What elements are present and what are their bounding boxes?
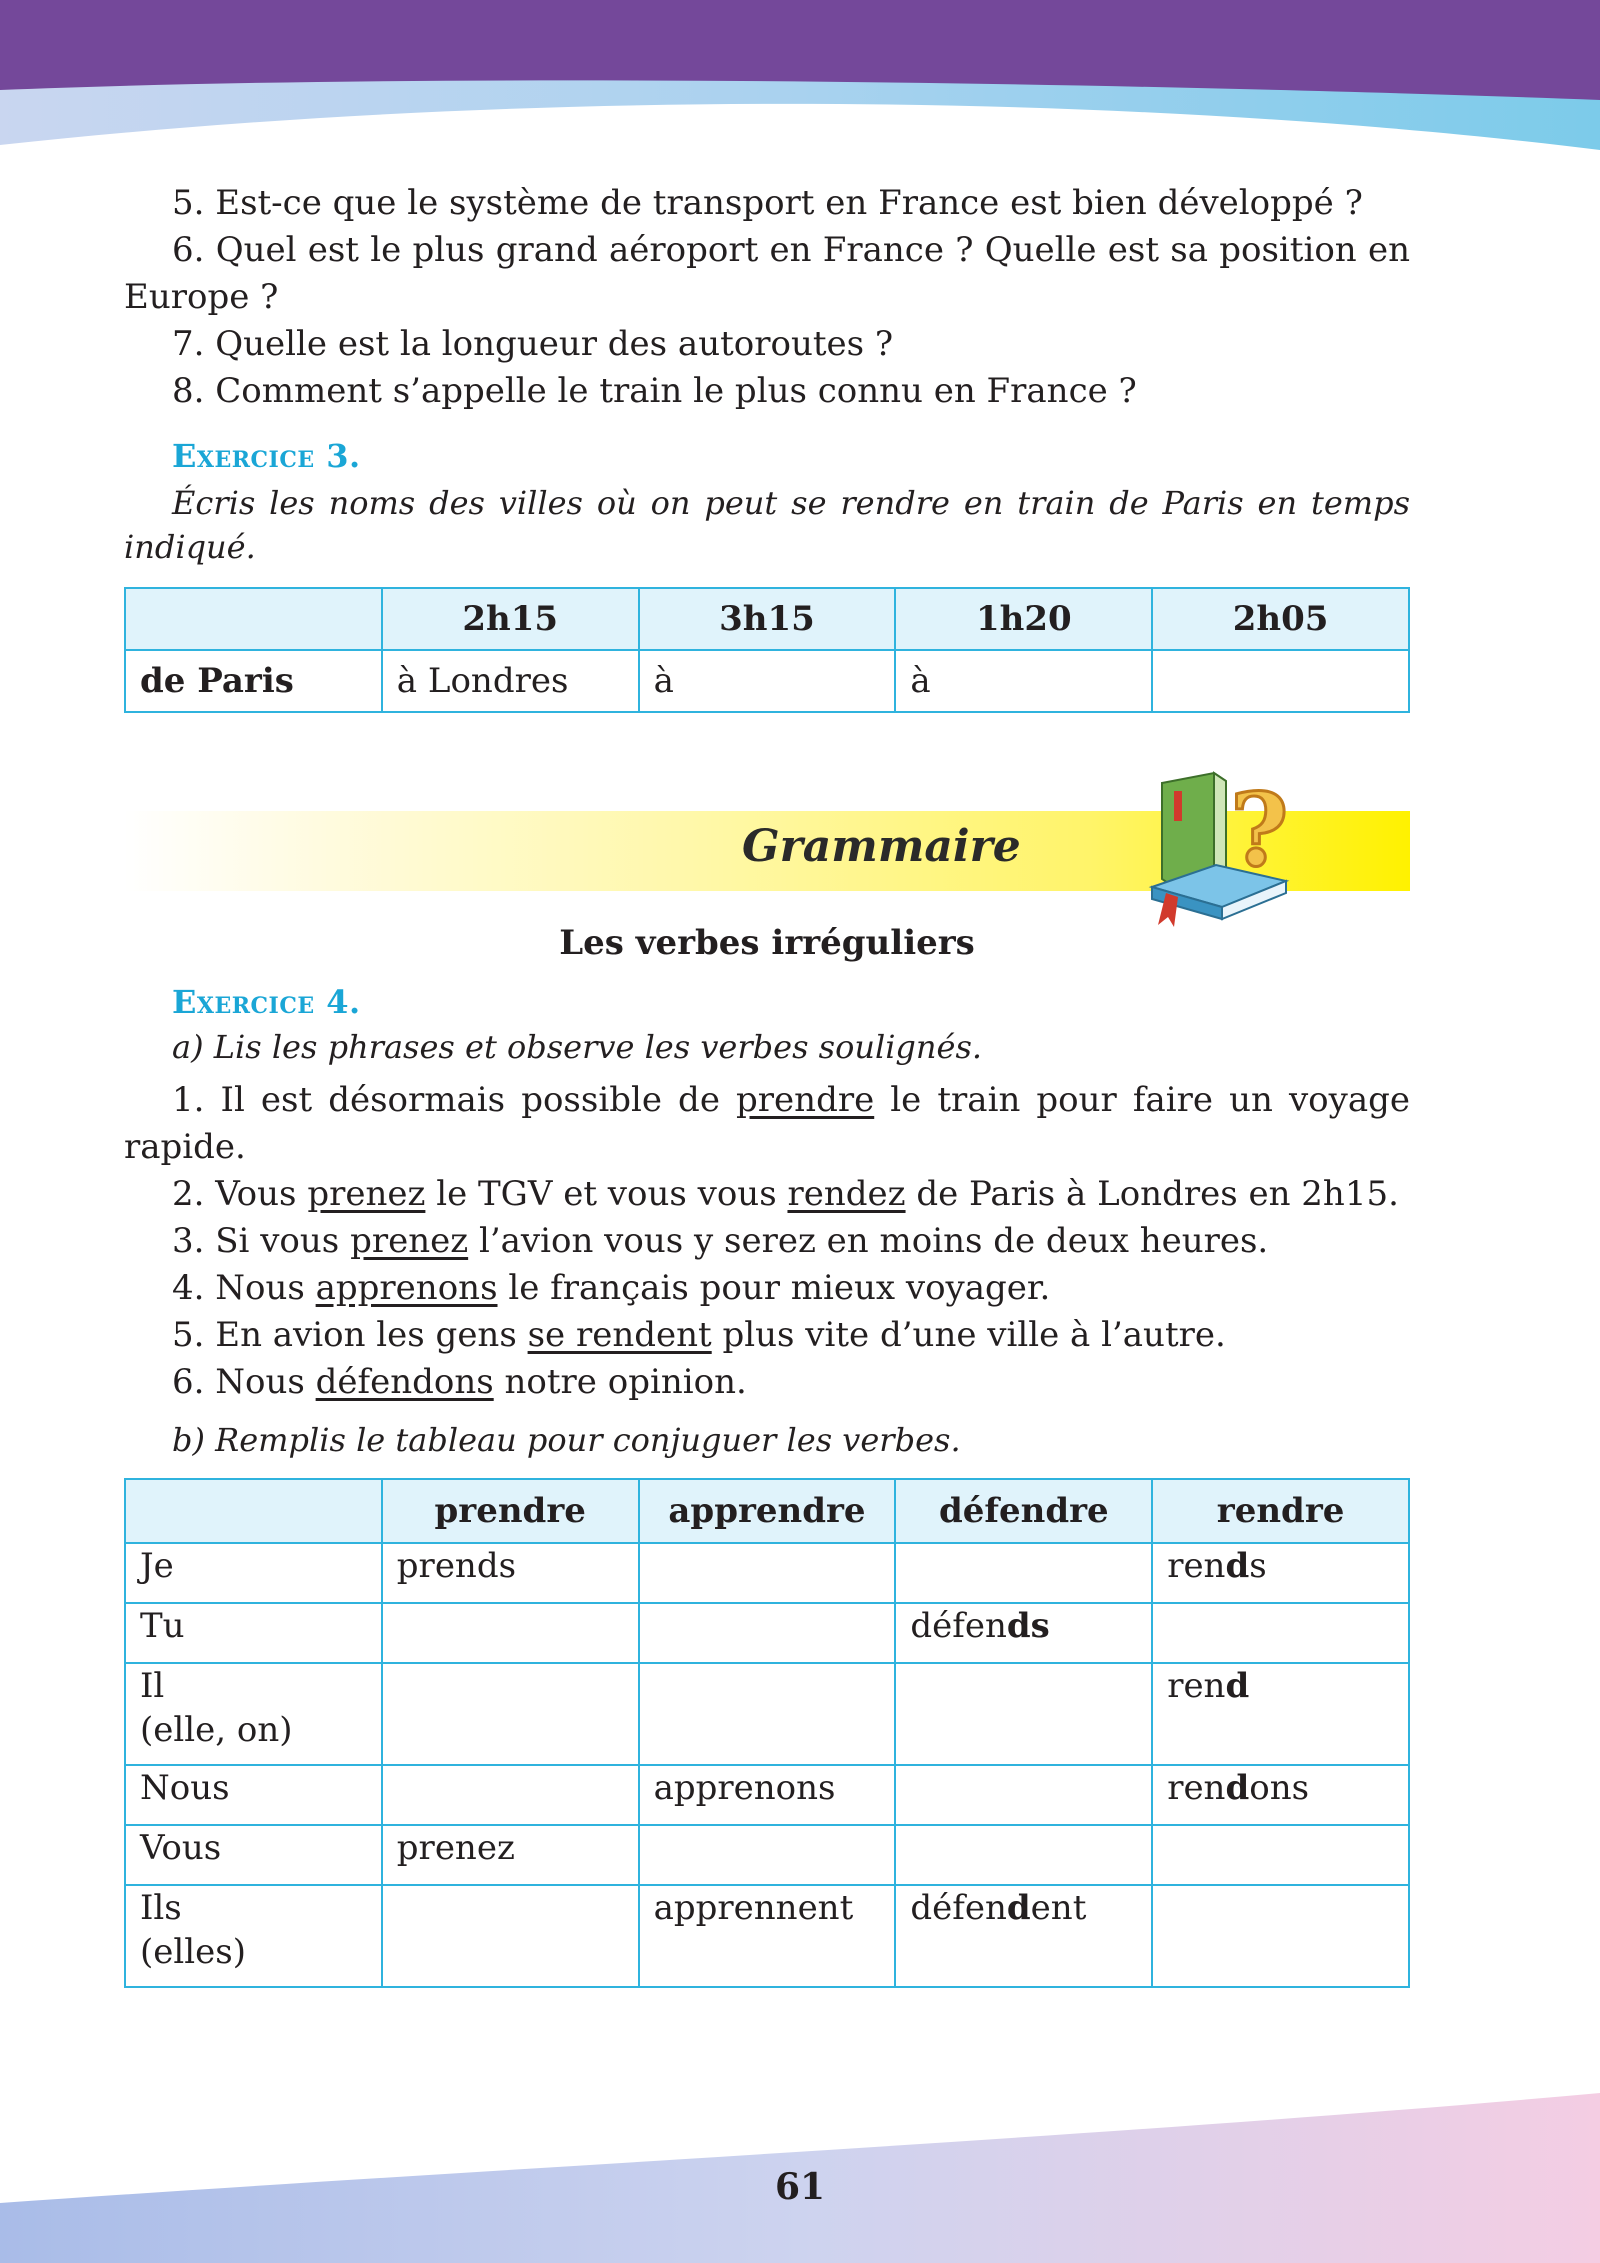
book-question-icon [1144, 769, 1294, 929]
question-6: 8. Comment s’appelle le train le plus connu en France ? [172, 371, 1137, 411]
pronoun-cell: Vous [125, 1825, 382, 1885]
row-label: de Paris [125, 650, 382, 712]
underlined-verb: défendons [315, 1362, 494, 1402]
table-cell: apprennent [639, 1885, 896, 1987]
verb-ending: ent [1030, 1888, 1087, 1928]
verb-stem: ren [1167, 1546, 1226, 1586]
table-cell [639, 1825, 896, 1885]
pronoun-text: Ils [140, 1888, 182, 1928]
sentence-4 [124, 1265, 1410, 1312]
header-cell: 2h15 [382, 588, 639, 650]
sentence-text: 2. Vous [172, 1174, 308, 1214]
question-3: 5. Est-ce que le système de transport en France est bien développé ? [172, 183, 1363, 223]
table-row [125, 1543, 1409, 1603]
header-cell: défendre [895, 1479, 1152, 1543]
sentence-5 [124, 1312, 1410, 1359]
underlined-verb: prenez [307, 1174, 426, 1214]
sentence-text: 1. Il est désormais possible de [172, 1080, 737, 1120]
table-row [125, 1663, 1409, 1765]
underlined-verb: prendre [736, 1080, 875, 1120]
grammaire-title: Grammaire [742, 821, 1021, 872]
sentence-text: 3. Si vous [172, 1221, 351, 1261]
page-number: 61 [774, 2166, 826, 2208]
table-cell: à Londres [382, 650, 639, 712]
table-cell [382, 1603, 639, 1663]
table-cell [895, 1825, 1152, 1885]
verb-bold-letter: d [1006, 1888, 1031, 1928]
table-row [125, 1885, 1409, 1987]
table-cell: prends [382, 1543, 639, 1603]
pronoun-text: Il [140, 1666, 165, 1706]
table-cell [895, 1765, 1152, 1825]
exercice-4-instruction-b: b) Remplis le tableau pour conjuguer les verbes. [172, 1421, 961, 1459]
verb-stem: défen [910, 1888, 1007, 1928]
underlined-verb: prenez [350, 1221, 469, 1261]
verb-bold-letter: d [1225, 1768, 1250, 1808]
verb-bold-letter: d [1225, 1546, 1250, 1586]
sentence-text: plus vite d’une ville à l’autre. [711, 1315, 1226, 1355]
exercice-3-table [124, 587, 1410, 713]
table-row [125, 1825, 1409, 1885]
table-cell: à [895, 650, 1152, 712]
table-cell: à [639, 650, 896, 712]
table-cell [639, 1543, 896, 1603]
verb-stem: défen [910, 1606, 1007, 1646]
exercice-4-instruction-a: a) Lis les phrases et observe les verbes soulignés. [172, 1028, 983, 1066]
sentence-text: 6. Nous [172, 1362, 316, 1402]
sentence-2 [124, 1171, 1410, 1218]
sentence-text: notre opinion. [493, 1362, 747, 1402]
pronoun-cell: Je [125, 1543, 382, 1603]
verb-bold-letter: d [1225, 1666, 1250, 1706]
sentence-text: de Paris à Londres en 2h15. [905, 1174, 1399, 1214]
header-cell: 1h20 [895, 588, 1152, 650]
sentence-text: le français pour mieux voyager. [497, 1268, 1051, 1308]
exercice-4-title: Exercice 4. [172, 983, 361, 1021]
table-cell [895, 1543, 1152, 1603]
sentence-text: le TGV et vous vous [425, 1174, 788, 1214]
underlined-verb: rendez [787, 1174, 906, 1214]
table-cell: apprenons [639, 1765, 896, 1825]
top-decorative-band [0, 0, 1600, 160]
table-cell [1152, 1825, 1409, 1885]
pronoun-cell [125, 1885, 382, 1987]
table-cell [1152, 1663, 1409, 1765]
grammar-subtitle: Les verbes irréguliers [559, 923, 975, 963]
verb-ending: s [1249, 1546, 1267, 1586]
header-cell: apprendre [639, 1479, 896, 1543]
exercice-3-title: Exercice 3. [172, 437, 361, 475]
header-cell: 2h05 [1152, 588, 1409, 650]
sentence-text: 4. Nous [172, 1268, 316, 1308]
page-content [124, 180, 1410, 1988]
table-header-row [125, 1479, 1409, 1543]
pronoun-cell: Tu [125, 1603, 382, 1663]
sentence-3 [124, 1218, 1410, 1265]
grammaire-banner [124, 771, 1410, 891]
sentence-text: l’avion vous y serez en moins de deux heures. [468, 1221, 1269, 1261]
sentence-text: 5. En avion les gens [172, 1315, 528, 1355]
table-cell [639, 1663, 896, 1765]
table-cell [895, 1885, 1152, 1987]
table-cell [1152, 1765, 1409, 1825]
sentence-text: le train pour faire un voyage rapide. [124, 1080, 1410, 1167]
header-cell: 3h15 [639, 588, 896, 650]
table-cell [382, 1765, 639, 1825]
table-corner-cell [125, 588, 382, 650]
exercice-3-instruction: Écris les noms des villes où on peut se rendre en train de Paris en temps indiqué. [124, 484, 1410, 566]
table-header-row [125, 588, 1409, 650]
sentence-1 [124, 1077, 1410, 1171]
table-row [125, 1765, 1409, 1825]
pronoun-subtext: (elles) [140, 1932, 246, 1972]
verb-stem: ren [1167, 1666, 1226, 1706]
verb-bold-letter: ds [1006, 1606, 1050, 1646]
underlined-verb: apprenons [315, 1268, 498, 1308]
table-cell [1152, 1603, 1409, 1663]
verb-stem: ren [1167, 1768, 1226, 1808]
underlined-verb: se rendent [527, 1315, 712, 1355]
table-cell [895, 1603, 1152, 1663]
table-cell [895, 1663, 1152, 1765]
table-row [125, 650, 1409, 712]
table-cell [1152, 1543, 1409, 1603]
question-5: 7. Quelle est la longueur des autoroutes ? [172, 324, 894, 364]
question-4: 6. Quel est le plus grand aéroport en France ? Quelle est sa position en Europe ? [124, 230, 1410, 317]
table-cell [1152, 1885, 1409, 1987]
pronoun-subtext: (elle, on) [140, 1710, 293, 1750]
conjugation-table [124, 1478, 1410, 1988]
table-row [125, 1603, 1409, 1663]
example-sentences [124, 1077, 1410, 1406]
sentence-6 [124, 1359, 1410, 1406]
table-cell [1152, 650, 1409, 712]
table-cell [639, 1603, 896, 1663]
table-cell [382, 1663, 639, 1765]
svg-text:?: ? [1230, 771, 1289, 889]
verb-ending: ons [1249, 1768, 1310, 1808]
header-cell: prendre [382, 1479, 639, 1543]
header-cell: rendre [1152, 1479, 1409, 1543]
pronoun-cell [125, 1663, 382, 1765]
table-cell [382, 1885, 639, 1987]
table-cell: prenez [382, 1825, 639, 1885]
table-corner-cell [125, 1479, 382, 1543]
pronoun-cell: Nous [125, 1765, 382, 1825]
